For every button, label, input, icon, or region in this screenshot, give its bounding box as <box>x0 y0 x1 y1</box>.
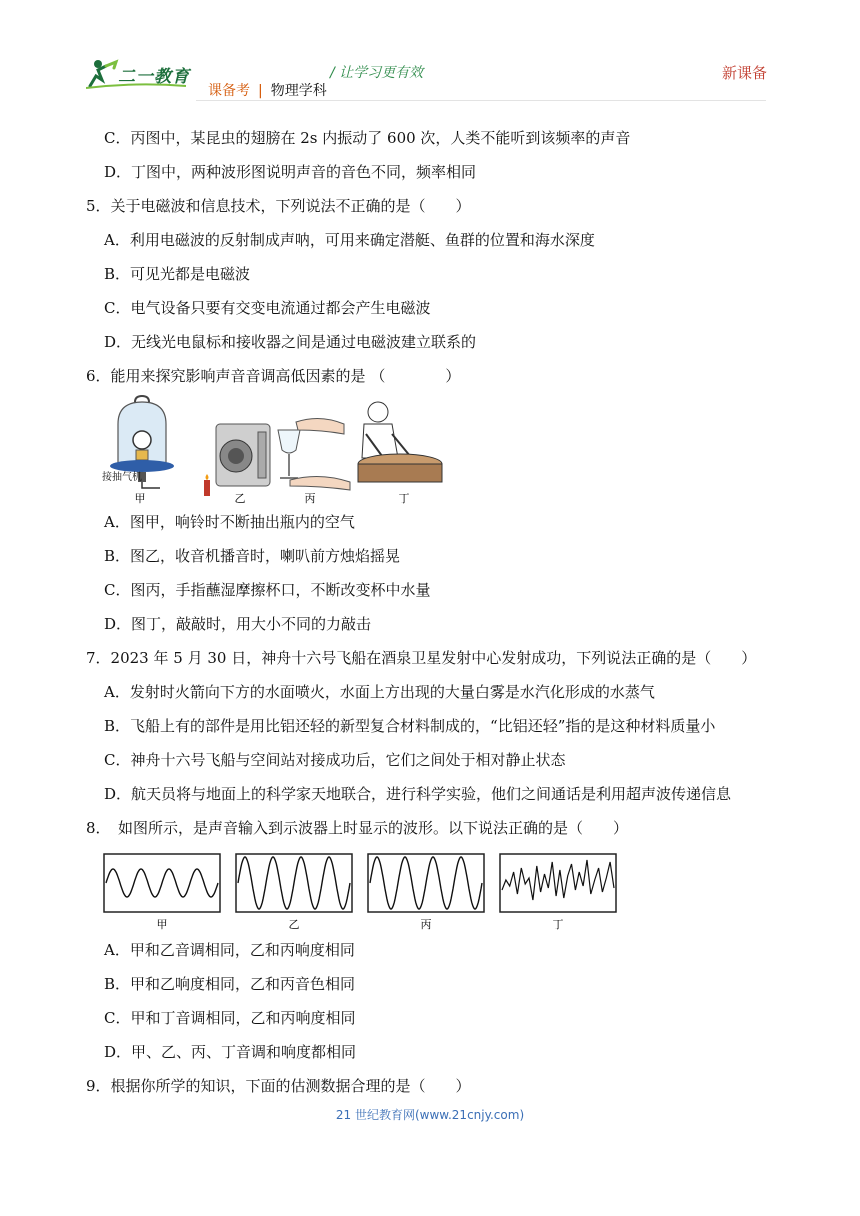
q4-option-c: C．丙图中，某昆虫的翅膀在 2s 内振动了 600 次，人类不能听到该频率的声音 <box>104 129 631 147</box>
fig6-caption-jia: 甲 <box>134 492 146 504</box>
fig6-caption-yi: 乙 <box>234 492 246 504</box>
waveform-ding <box>502 860 614 900</box>
question-9: 9．根据你所学的知识，下面的估测数据合理的是（ ） <box>86 1077 471 1095</box>
logo-text: 二一教育 <box>118 67 190 87</box>
radio-candle-illustration <box>204 424 270 496</box>
pump-label: 接抽气机 <box>102 472 142 483</box>
q5-option-b: B．可见光都是电磁波 <box>104 265 251 283</box>
waveform-jia <box>106 869 218 897</box>
drummer-illustration <box>358 402 442 482</box>
fig6-caption-ding: 丁 <box>398 492 410 504</box>
fig8-caption-bing: 丙 <box>420 918 432 931</box>
header-divider <box>196 100 766 101</box>
q8-option-b: B．甲和乙响度相同，乙和丙音色相同 <box>104 975 356 993</box>
q5-option-c: C．电气设备只要有交变电流通过都会产生电磁波 <box>104 299 431 317</box>
slogan: / 让学习更有效 <box>330 65 424 81</box>
fig6-caption-bing: 丙 <box>304 492 316 504</box>
q8-option-a: A．甲和乙音调相同，乙和丙响度相同 <box>104 941 355 959</box>
page-header <box>0 0 860 110</box>
fig8-caption-yi: 乙 <box>288 918 300 931</box>
q6-figure <box>100 394 450 504</box>
waveform-yi <box>238 857 350 909</box>
q8-waveform-figure <box>100 850 620 932</box>
breadcrumb-separator: | <box>258 83 263 99</box>
q7-option-b: B．飞船上有的部件是用比铝还轻的新型复合材料制成的，“比铝还轻”指的是这种材料质量小 <box>104 717 716 735</box>
breadcrumb <box>208 80 327 100</box>
breadcrumb-section: 课备考 <box>208 83 250 99</box>
fig8-caption-jia: 甲 <box>156 918 168 931</box>
fig8-caption-ding: 丁 <box>552 918 564 931</box>
question-8: 8． 如图所示，是声音输入到示波器上时显示的波形。以下说法正确的是（ ） <box>86 819 629 837</box>
q5-option-d: D．无线光电鼠标和接收器之间是通过电磁波建立联系的 <box>104 333 477 351</box>
wine-glass-illustration <box>278 418 350 490</box>
q6-option-c: C．图丙，手指蘸湿摩擦杯口，不断改变杯中水量 <box>104 581 431 599</box>
waveform-bing <box>370 857 482 909</box>
question-5: 5．关于电磁波和信息技术，下列说法不正确的是（ ） <box>86 197 471 215</box>
q6-option-a: A．图甲，响铃时不断抽出瓶内的空气 <box>104 513 355 531</box>
q8-option-c: C．甲和丁音调相同，乙和丙响度相同 <box>104 1009 356 1027</box>
q5-option-a: A．利用电磁波的反射制成声呐，可用来确定潜艇、鱼群的位置和海水深度 <box>104 231 595 249</box>
question-6: 6．能用来探究影响声音音调高低因素的是 （ ） <box>86 367 461 385</box>
breadcrumb-subject: 物理学科 <box>270 83 327 99</box>
q6-option-d: D．图丁，敲敲时，用大小不同的力敲击 <box>104 615 372 633</box>
q6-option-b: B．图乙，收音机播音时，喇叭前方烛焰摇晃 <box>104 547 401 565</box>
question-7: 7．2023 年 5 月 30 日，神舟十六号飞船在酒泉卫星发射中心发射成功，下列说法正确的是（ ） <box>86 649 757 667</box>
q8-option-d: D．甲、乙、丙、丁音调和响度都相同 <box>104 1043 357 1061</box>
q4-option-d: D．丁图中，两种波形图说明声音的音色不同，频率相同 <box>104 163 477 181</box>
q7-option-d: D．航天员将与地面上的科学家天地联合，进行科学实验，他们之间通话是利用超声波传递信息 <box>104 785 732 803</box>
q7-option-a: A．发射时火箭向下方的水面喷火，水面上方出现的大量白雾是水汽化形成的水蒸气 <box>104 683 655 701</box>
page-footer: 21 世纪教育网(www.21cnjy.com) <box>335 1108 525 1122</box>
header-tagline: 新课备 <box>722 64 768 82</box>
q7-option-c: C．神舟十六号飞船与空间站对接成功后，它们之间处于相对静止状态 <box>104 751 566 769</box>
